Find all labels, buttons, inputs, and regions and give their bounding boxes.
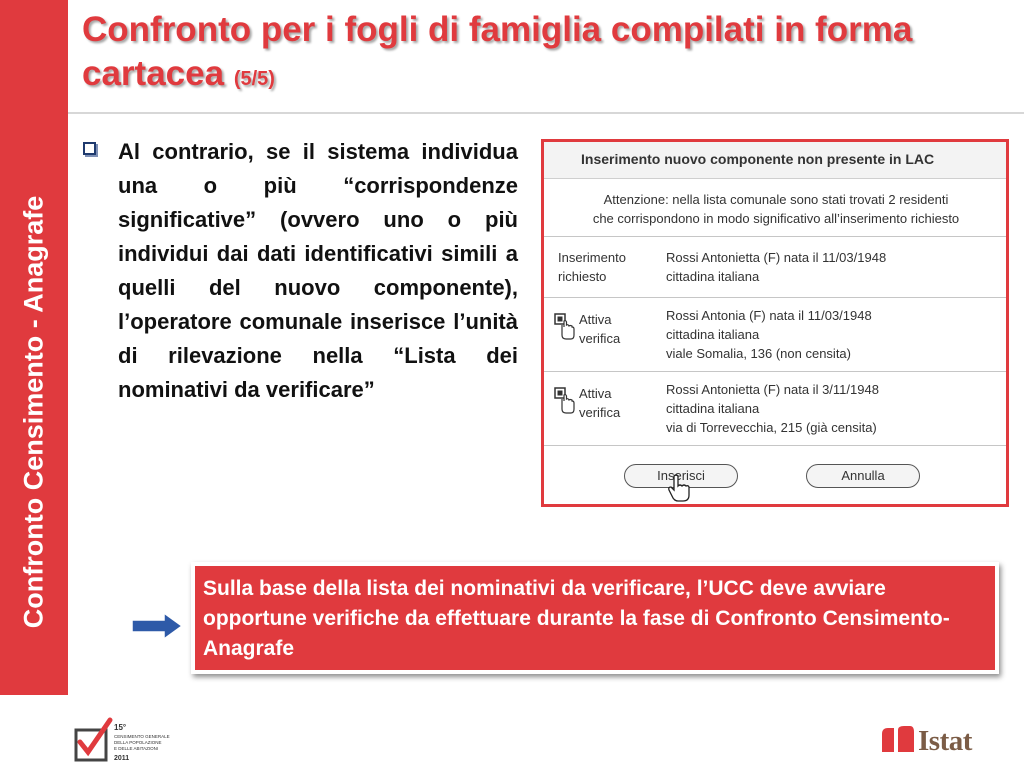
istat-wordmark: Istat — [918, 725, 972, 757]
activate-verify-label — [579, 384, 620, 422]
requested-label — [558, 248, 653, 286]
callout-text: Sulla base della lista dei nominativi da verificare, l’UCC deve avviare opportune verifiche da effettuare durante la fase di Confronto Censimento-Anagrafe — [203, 577, 950, 660]
title-divider — [68, 112, 1024, 114]
slide-title-page: (5/5) — [233, 68, 275, 90]
dialog-divider — [544, 445, 1006, 446]
bullet-text: Al contrario, se il sistema individua una o più “corrispondenze significative” (ovvero uno o più individui dai dati identificativi simili a quelli del nuovo componente), l’operatore comunale inserisce l’unità di rilevazione nella “Lista dei nominativi da verificare” — [118, 139, 518, 402]
slide-title-main: Confronto per i fogli di famiglia compilati in forma cartacea — [82, 10, 913, 93]
activate-verify-line2: verifica — [579, 405, 621, 420]
requested-label-line1: Inserimento — [558, 250, 626, 265]
dialog-warning-line1: Attenzione: nella lista comunale sono stati trovati 2 residenti — [603, 192, 949, 207]
activate-verify-line1: Attiva — [579, 312, 612, 327]
sidebar-label: Confronto Censimento - Anagrafe — [18, 195, 49, 629]
match-detail — [666, 306, 996, 363]
census-logo-line3: DELLA POPOLAZIONE — [114, 740, 162, 745]
activate-verify-checkbox[interactable] — [554, 384, 640, 424]
census-2011-logo — [70, 716, 170, 766]
activate-verify-checkbox[interactable] — [554, 310, 640, 350]
insert-button[interactable]: Inserisci — [624, 464, 738, 488]
dialog-divider — [544, 371, 1006, 372]
dialog-divider — [544, 236, 1006, 237]
match-detail-line2: cittadina italiana — [666, 401, 760, 416]
census-logo-year: 2011 — [114, 755, 130, 762]
activate-verify-line1: Attiva — [579, 386, 612, 401]
dialog-warning — [548, 190, 1004, 228]
census-logo-line1: 15° — [114, 723, 127, 732]
requested-detail — [666, 248, 996, 286]
match-detail-line1: Rossi Antonia (F) nata il 11/03/1948 — [666, 308, 872, 323]
dialog-divider — [544, 297, 1006, 298]
activate-verify-label — [579, 310, 620, 348]
sidebar-band — [0, 0, 68, 768]
activate-verify-line2: verifica — [579, 331, 621, 346]
match-detail-line3: viale Somalia, 136 (non censita) — [666, 346, 851, 361]
checkbox-hand-icon — [554, 385, 576, 415]
match-detail-line2: cittadina italiana — [666, 327, 760, 342]
requested-detail-line1: Rossi Antonietta (F) nata il 11/03/1948 — [666, 250, 887, 265]
cancel-button[interactable]: Annulla — [806, 464, 920, 488]
hand-cursor-icon — [668, 474, 690, 502]
match-detail-line1: Rossi Antonietta (F) nata il 3/11/1948 — [666, 382, 879, 397]
bullet-square-icon — [83, 142, 96, 155]
match-detail-line3: via di Torrevecchia, 215 (già censita) — [666, 420, 877, 435]
dialog-screenshot — [541, 139, 1009, 507]
slide-title — [82, 8, 982, 101]
requested-label-line2: richiesto — [558, 269, 607, 284]
census-logo-line4: E DELLE ABITAZIONI — [114, 746, 159, 751]
dialog-title: Inserimento nuovo componente non presente in LAC — [581, 151, 935, 167]
callout-box — [191, 562, 999, 674]
sidebar-footer-gap — [0, 695, 68, 768]
census-logo-line2: CENSIMENTO GENERALE — [114, 734, 170, 739]
arrow-right-icon — [130, 612, 184, 640]
dialog-header — [544, 142, 1006, 179]
dialog-warning-line2: che corrispondono in modo significativo all’inserimento richiesto — [592, 211, 960, 226]
checkbox-hand-icon — [554, 311, 576, 341]
requested-detail-line2: cittadina italiana — [666, 269, 760, 284]
match-detail — [666, 380, 996, 437]
